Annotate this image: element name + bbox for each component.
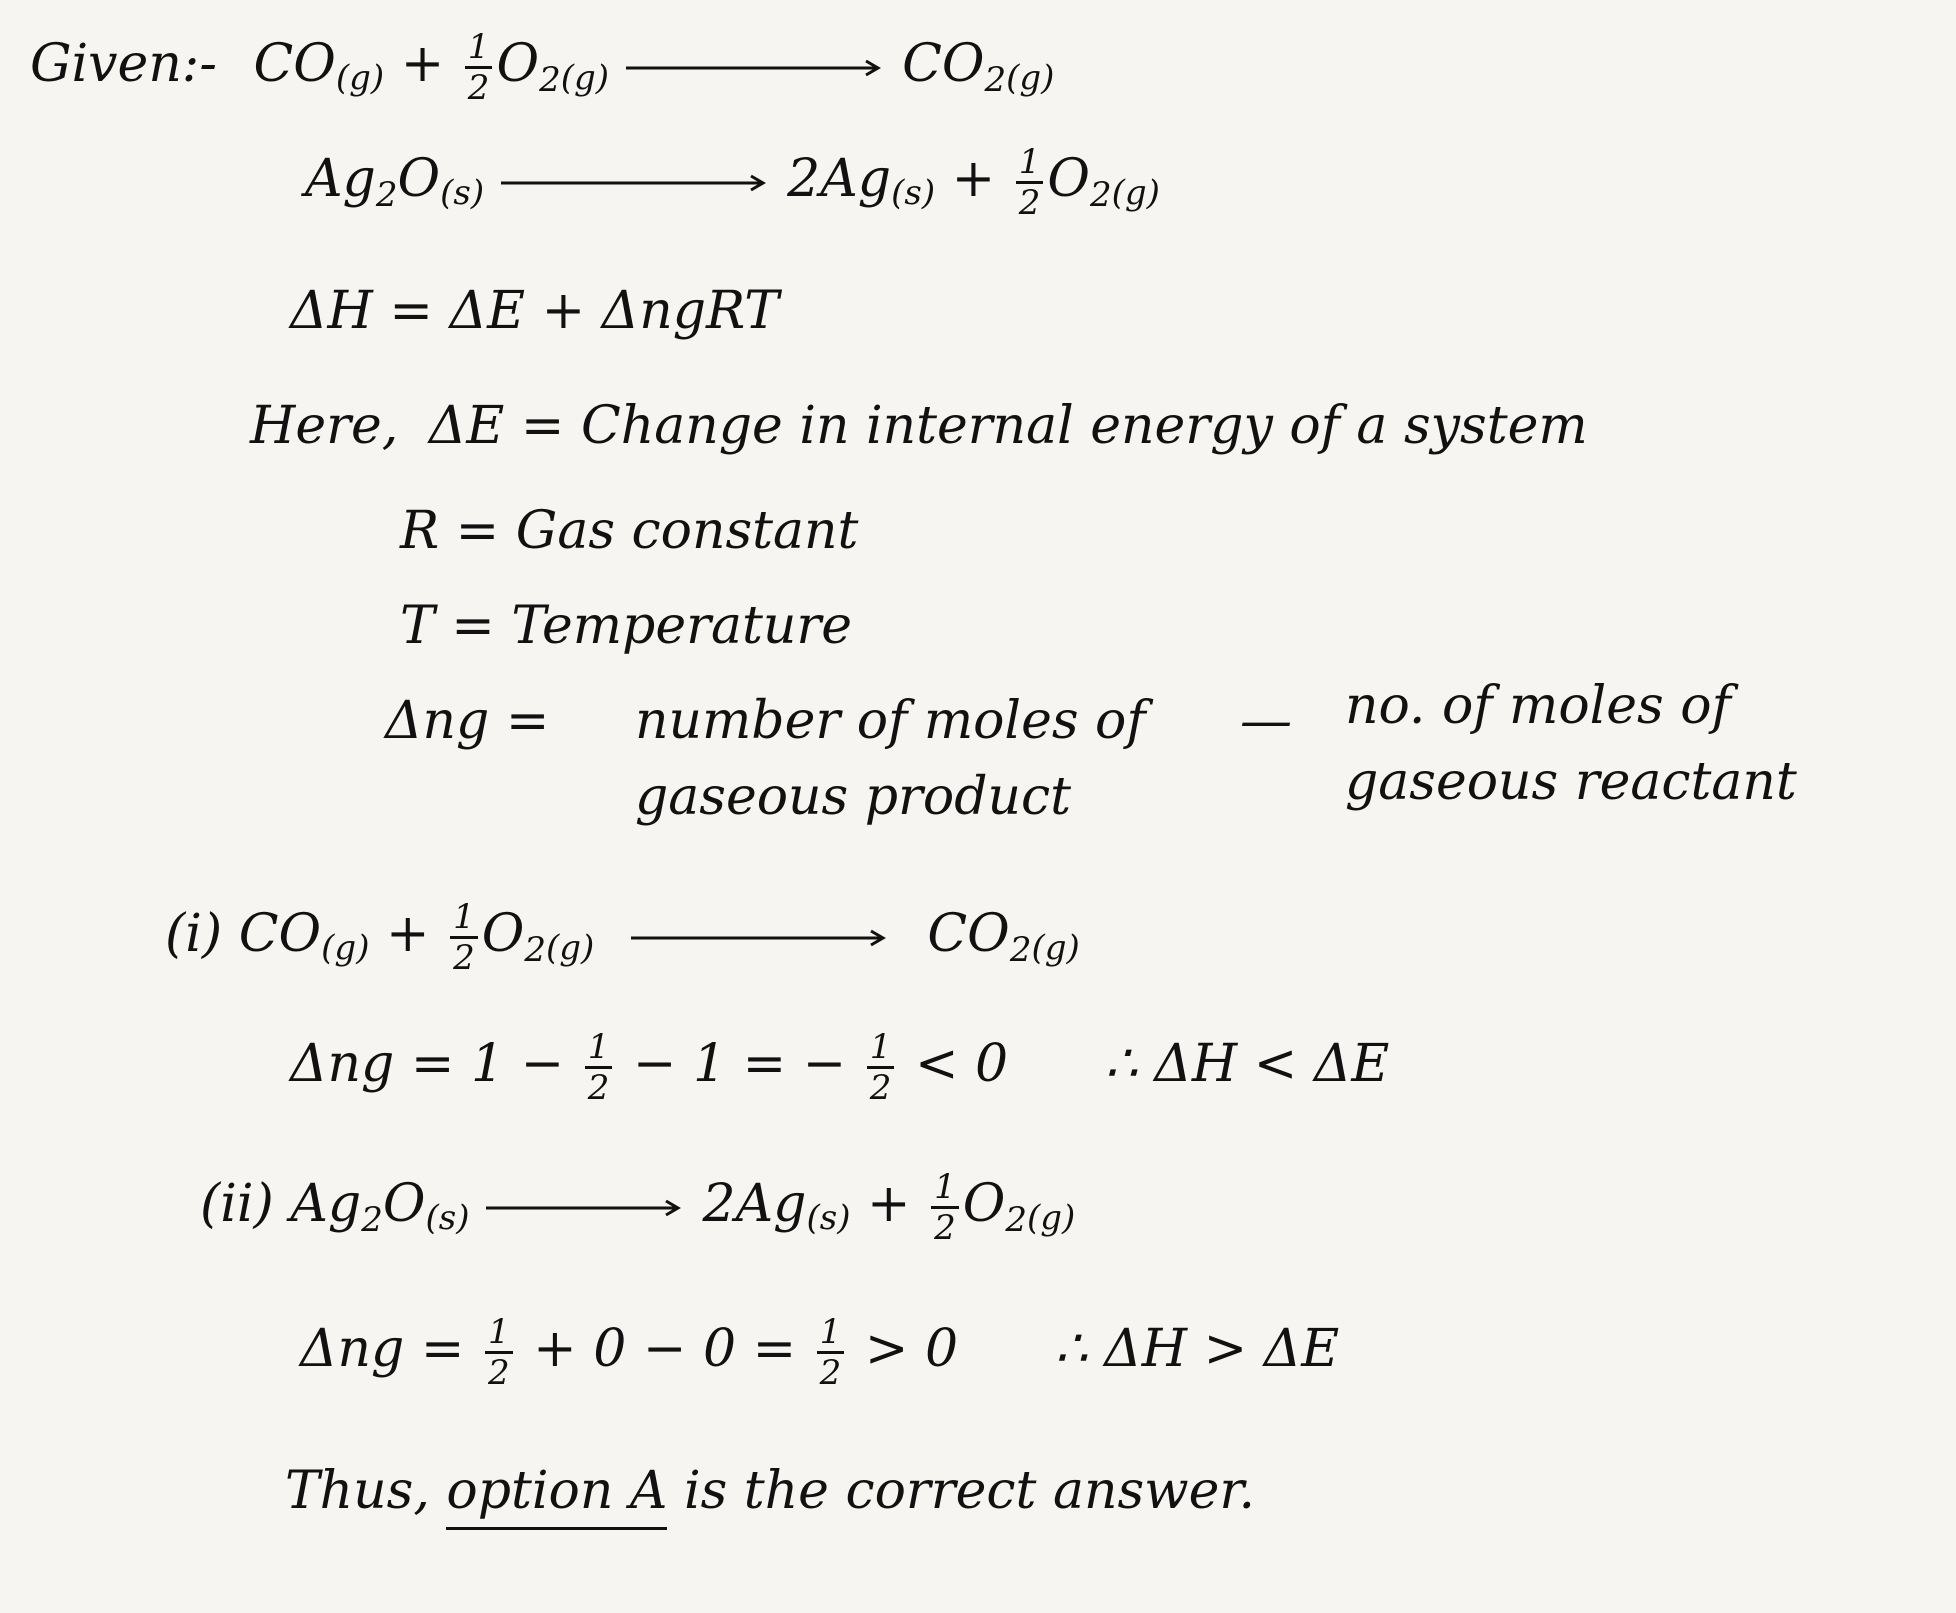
given-equation-2 — [305, 142, 1160, 223]
reaction-arrow — [631, 928, 891, 948]
coefficient-fraction — [450, 897, 478, 978]
fraction — [485, 1312, 513, 1393]
calc-rhs: > 0 — [864, 1319, 959, 1379]
here-label: Here, — [250, 396, 399, 456]
subscript: 2 — [1090, 175, 1112, 215]
calc-mid: + 0 − 0 = — [533, 1319, 797, 1379]
fraction — [585, 1027, 613, 1108]
minus-sign: — — [1240, 691, 1292, 751]
definition-delta-ng-reactant — [1345, 676, 1797, 812]
product-ag: 2Ag — [787, 149, 892, 209]
frac-num: 1 — [819, 1312, 842, 1352]
enthalpy-relation: ΔH = ΔE + ΔngRT — [290, 281, 779, 341]
given-equation-1 — [30, 27, 1055, 108]
subscript: 2 — [1005, 1200, 1028, 1240]
part-1-conclusion: ∴ ΔH < ΔE — [1104, 1034, 1390, 1094]
product-o2: O — [1047, 149, 1091, 209]
frac-num: 1 — [869, 1027, 892, 1067]
part-label: (ii) — [200, 1174, 274, 1234]
state: (s) — [891, 173, 936, 213]
state: (g) — [1111, 173, 1160, 213]
state: (g) — [560, 58, 610, 98]
product-ag: 2Ag — [702, 1174, 807, 1234]
definition-r: R = Gas constant — [400, 501, 859, 561]
state: (s) — [440, 173, 485, 213]
subscript: 2 — [539, 60, 561, 100]
calc-mid: − 1 = − — [632, 1034, 847, 1094]
state: (s) — [425, 1198, 470, 1238]
subscript: 2 — [524, 930, 547, 970]
state: (g) — [335, 58, 385, 98]
frac-den: 2 — [467, 68, 490, 108]
product-line-1: number of moles of — [635, 691, 1146, 751]
definition-delta-ng-product — [635, 691, 1146, 827]
coefficient-fraction — [1016, 142, 1044, 223]
plus-sign: + — [400, 34, 445, 94]
reactant-o2: O — [481, 904, 525, 964]
reactant-ag: Ag — [305, 149, 376, 209]
part-1-equation — [165, 897, 1080, 978]
calc-rhs: < 0 — [914, 1034, 1009, 1094]
calc-lhs: Δng = — [300, 1319, 465, 1379]
state: (g) — [1031, 928, 1080, 968]
state: (s) — [806, 1198, 851, 1238]
calc-lhs: Δng = 1 − — [290, 1034, 565, 1094]
state: (g) — [546, 928, 595, 968]
reaction-arrow — [501, 173, 771, 193]
frac-den: 2 — [934, 1208, 956, 1248]
delta-e-definition: ΔE = Change in internal energy of a system — [428, 396, 1588, 456]
part-1-calculation — [290, 1027, 1390, 1108]
state: (g) — [1027, 1198, 1076, 1238]
definition-delta-e — [250, 396, 1588, 456]
plus-sign: + — [951, 149, 996, 209]
frac-num: 1 — [934, 1167, 956, 1207]
part-label: (i) — [165, 904, 223, 964]
frac-den: 2 — [869, 1068, 892, 1108]
state: (g) — [1006, 58, 1055, 98]
part-2-conclusion: ∴ ΔH > ΔE — [1054, 1319, 1340, 1379]
reactant-o2: O — [496, 34, 540, 94]
reactant-co: CO — [238, 904, 322, 964]
frac-num: 1 — [453, 897, 475, 937]
definition-delta-ng-lhs: Δng = — [385, 691, 550, 751]
state: (g) — [321, 928, 370, 968]
product-o2: O — [962, 1174, 1006, 1234]
reaction-arrow — [486, 1198, 686, 1218]
product-line-2: gaseous product — [635, 767, 1072, 827]
frac-den: 2 — [453, 938, 475, 978]
reaction-arrow — [626, 58, 886, 78]
answer-prefix: Thus, — [285, 1461, 430, 1521]
frac-num: 1 — [587, 1027, 610, 1067]
fraction — [867, 1027, 895, 1108]
answer-suffix: is the correct answer. — [683, 1461, 1256, 1521]
frac-den: 2 — [819, 1353, 842, 1393]
final-answer — [285, 1461, 1256, 1521]
frac-den: 2 — [487, 1353, 510, 1393]
reactant-o: O — [397, 149, 441, 209]
given-label: Given:- — [30, 34, 217, 94]
product-co2: CO — [902, 34, 985, 94]
reactant-line-2: gaseous reactant — [1345, 752, 1797, 812]
plus-sign: + — [386, 904, 430, 964]
coefficient-fraction — [931, 1167, 959, 1248]
definition-t: T = Temperature — [400, 596, 852, 656]
frac-num: 1 — [487, 1312, 510, 1352]
frac-den: 2 — [1018, 183, 1041, 223]
answer-option: option A — [446, 1461, 667, 1530]
fraction — [817, 1312, 845, 1393]
frac-num: 1 — [467, 27, 490, 67]
frac-num: 1 — [1018, 142, 1041, 182]
plus-sign: + — [867, 1174, 911, 1234]
part-2-equation — [200, 1167, 1076, 1248]
subscript: 2 — [984, 60, 1007, 100]
reactant-line-1: no. of moles of — [1345, 676, 1731, 736]
product-co2: CO — [927, 904, 1010, 964]
reactant-co: CO — [253, 34, 336, 94]
coefficient-fraction — [465, 27, 493, 108]
subscript: 2 — [361, 1200, 383, 1240]
reactant-o: O — [382, 1174, 426, 1234]
part-2-calculation — [300, 1312, 1340, 1393]
subscript: 2 — [375, 175, 398, 215]
subscript: 2 — [1009, 930, 1032, 970]
frac-den: 2 — [587, 1068, 610, 1108]
reactant-ag: Ag — [290, 1174, 362, 1234]
